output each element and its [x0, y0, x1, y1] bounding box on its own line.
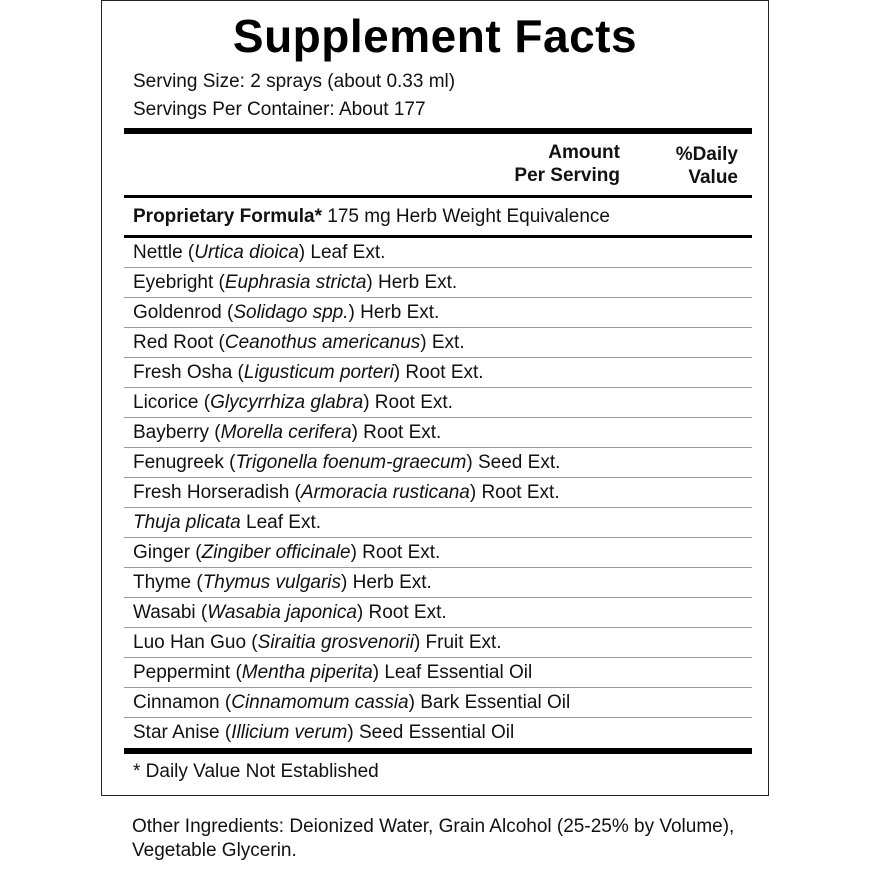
ingredient-row [124, 598, 752, 628]
ingredient-part: ) Leaf Essential Oil [372, 662, 533, 683]
ingredient-row [124, 568, 752, 598]
ingredient-latin-name: Morella cerifera [220, 422, 352, 443]
ingredient-part: ) Root Ext. [356, 602, 447, 623]
ingredient-part: ) Root Ext. [393, 362, 484, 383]
ingredient-latin-name: Armoracia rusticana [300, 482, 470, 503]
ingredient-common-name: Nettle ( [133, 242, 195, 263]
ingredient-latin-name: Cinnamomum cassia [231, 692, 409, 713]
ingredient-part: ) Root Ext. [350, 542, 441, 563]
dv-header-line1: %Daily [675, 144, 738, 165]
ingredient-latin-name: Euphrasia stricta [224, 272, 367, 293]
ingredient-latin-name: Solidago spp. [233, 302, 349, 323]
ingredient-common-name: Luo Han Guo ( [133, 632, 258, 653]
ingredient-latin-name: Glycyrrhiza glabra [210, 392, 364, 413]
ingredient-latin-name: Thymus vulgaris [202, 572, 342, 593]
ingredient-part: ) Bark Essential Oil [408, 692, 571, 713]
ingredient-common-name: Eyebright ( [133, 272, 225, 293]
ingredient-common-name: Fresh Horseradish ( [133, 482, 301, 503]
ingredient-latin-name: Siraitia grosvenorii [257, 632, 414, 653]
ingredient-part: Leaf Ext. [240, 512, 322, 533]
ingredient-latin-name: Illicium verum [231, 722, 348, 743]
divider-thick-bottom [124, 748, 752, 754]
amount-header-line2: Per Serving [514, 165, 620, 186]
ingredient-row [124, 508, 752, 538]
ingredient-latin-name: Zingiber officinale [201, 542, 351, 563]
ingredient-part: ) Ext. [420, 332, 465, 353]
amount-header-line1: Amount [548, 142, 620, 163]
ingredient-part: ) Herb Ext. [366, 272, 458, 293]
ingredient-common-name: Fenugreek ( [133, 452, 236, 473]
ingredient-common-name: Licorice ( [133, 392, 211, 413]
formula-detail: 175 mg Herb Weight Equivalence [322, 206, 610, 227]
panel-title: Supplement Facts [232, 10, 638, 62]
ingredient-row [124, 538, 752, 568]
dv-header-line2: Value [688, 167, 738, 188]
ingredient-row [124, 298, 752, 328]
proprietary-formula [133, 206, 610, 228]
serving-size: Serving Size: 2 sprays (about 0.33 ml) [133, 71, 456, 92]
ingredient-part: ) Root Ext. [363, 392, 453, 413]
other-ingredients: Other Ingredients: Deionized Water, Grain Alcohol (25-25% by Volume), Vegetable Glycerin. [132, 816, 735, 861]
ingredient-common-name: Red Root ( [133, 332, 225, 353]
ingredient-latin-name: Mentha piperita [241, 662, 373, 683]
formula-name: Proprietary Formula* [133, 206, 322, 227]
ingredient-row [124, 388, 752, 418]
ingredient-common-name: Ginger ( [133, 542, 202, 563]
ingredient-part: ) Leaf Ext. [298, 242, 386, 263]
footnote: * Daily Value Not Established [133, 761, 379, 782]
servings-per-container: Servings Per Container: About 177 [133, 99, 426, 120]
ingredient-row [124, 418, 752, 448]
ingredient-part: ) Seed Essential Oil [347, 722, 515, 743]
divider-header [124, 195, 752, 198]
ingredient-row [124, 658, 752, 688]
ingredient-common-name: Fresh Osha ( [133, 362, 244, 383]
ingredient-row [124, 478, 752, 508]
ingredient-row [124, 628, 752, 658]
ingredient-part: ) Herb Ext. [341, 572, 432, 593]
ingredient-latin-name: Urtica dioica [194, 242, 299, 263]
ingredient-part: ) Fruit Ext. [413, 632, 502, 653]
ingredient-common-name: Goldenrod ( [133, 302, 234, 323]
ingredient-part: ) Root Ext. [351, 422, 442, 443]
ingredient-common-name: Peppermint ( [133, 662, 242, 683]
ingredient-list [124, 238, 752, 747]
ingredient-common-name: Bayberry ( [133, 422, 221, 443]
ingredient-row [124, 688, 752, 718]
ingredient-latin-name: Ceanothus americanus [224, 332, 421, 353]
ingredient-part: ) Herb Ext. [348, 302, 440, 323]
ingredient-row [124, 718, 752, 747]
ingredient-row [124, 268, 752, 298]
ingredient-latin-name: Ligusticum porteri [243, 362, 394, 383]
daily-value-header [646, 143, 738, 189]
ingredient-common-name: Cinnamon ( [133, 692, 232, 713]
ingredient-row [124, 358, 752, 388]
ingredient-common-name: Star Anise ( [133, 722, 232, 743]
ingredient-row [124, 448, 752, 478]
ingredient-row [124, 328, 752, 358]
ingredient-part: ) Seed Ext. [466, 452, 561, 473]
supplement-facts-panel [101, 0, 769, 796]
ingredient-latin-name: Wasabia japonica [207, 602, 357, 623]
ingredient-latin-name: Trigonella foenum-graecum [235, 452, 467, 473]
ingredient-common-name: Thyme ( [133, 572, 203, 593]
ingredient-row [124, 238, 752, 268]
amount-per-serving-header [482, 141, 620, 187]
ingredient-latin-name: Thuja plicata [133, 512, 241, 533]
divider-thick-top [124, 128, 752, 134]
ingredient-common-name: Wasabi ( [133, 602, 208, 623]
ingredient-part: ) Root Ext. [469, 482, 560, 503]
